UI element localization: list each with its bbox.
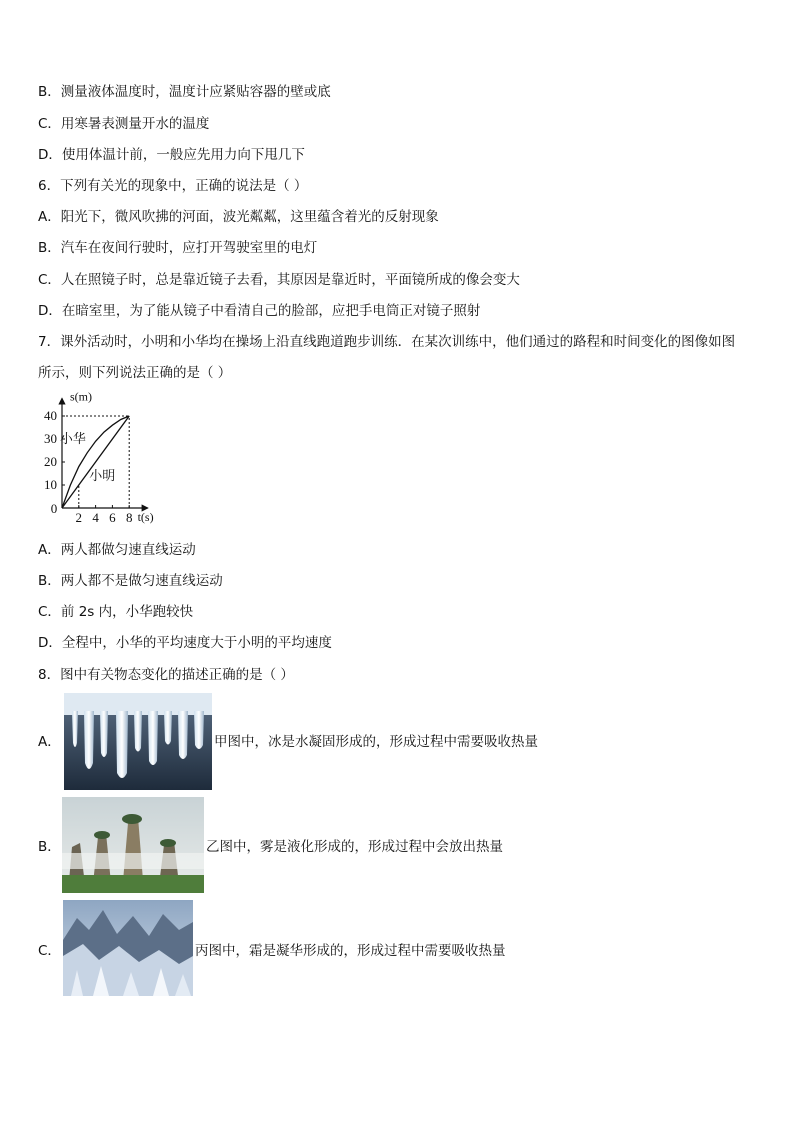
q5-option-c: C．用寒暑表测量开水的温度: [38, 116, 210, 132]
x-tick-label-4: 4: [92, 510, 99, 525]
q7-option-c: C．前 2s 内，小华跑较快: [38, 604, 194, 620]
series-label-xiaohua: 小华: [59, 432, 86, 447]
q6-option-d: D．在暗室里，为了能从镜子中看清自己的脸部，应把手电筒正对镜子照射: [38, 303, 481, 319]
q6-option-b: B．汽车在夜间行驶时，应打开驾驶室里的电灯: [38, 240, 318, 256]
q7-option-b: B．两人都不是做匀速直线运动: [38, 573, 223, 589]
y-tick-label-40: 40: [44, 408, 57, 423]
q6-stem: 6．下列有关光的现象中，正确的说法是（ ）: [38, 178, 308, 194]
misty-peaks-photo: [62, 797, 204, 893]
q8-stem: 8．图中有关物态变化的描述正确的是（ ）: [38, 667, 294, 683]
q7-option-a: A．两人都做匀速直线运动: [38, 542, 196, 558]
q8-option-c-text: 丙图中，霜是凝华形成的，形成过程中需要吸收热量: [195, 943, 506, 959]
y-tick-label-30: 30: [44, 431, 57, 446]
q8-option-a-label: A．: [38, 734, 61, 750]
q7-stem-line2: 所示，则下列说法正确的是（ ）: [38, 365, 232, 381]
x-tick-label-2: 2: [75, 510, 83, 525]
q7-option-d: D．全程中，小华的平均速度大于小明的平均速度: [38, 635, 332, 651]
origin-label: 0: [50, 501, 58, 516]
x-tick-label-8: 8: [125, 510, 133, 525]
series-line-xiaoming: [59, 416, 129, 508]
q8-option-c-label: C．: [38, 943, 61, 959]
q8-option-b-label: B．: [38, 839, 61, 855]
y-tick-label-10: 10: [44, 477, 57, 492]
x-tick-label-6: 6: [109, 510, 116, 525]
q5-option-d: D．使用体温计前，一般应先用力向下甩几下: [38, 147, 305, 163]
frost-mountain-photo: [63, 900, 193, 996]
q6-option-a: A．阳光下，微风吹拂的河面，波光粼粼，这里蕴含着光的反射现象: [38, 209, 439, 225]
q8-option-a-text: 甲图中，冰是水凝固形成的，形成过程中需要吸收热量: [214, 734, 538, 750]
q5-option-b: B．测量液体温度时，温度计应紧贴容器的壁或底: [38, 84, 331, 100]
x-axis-label: t(s): [137, 510, 154, 524]
st-graph: [34, 390, 194, 530]
q7-stem-line1: 7．课外活动时，小明和小华均在操场上沿直线跑道跑步训练．在某次训练中，他们通过的路程和时间变化的图像如图: [38, 334, 736, 350]
q6-option-c: C．人在照镜子时，总是靠近镜子去看，其原因是靠近时，平面镜所成的像会变大: [38, 272, 520, 288]
y-tick-label-20: 20: [44, 454, 57, 469]
series-label-xiaoming: 小明: [89, 468, 116, 484]
y-axis-label: s(m): [70, 390, 92, 404]
icicles-photo: [64, 693, 212, 790]
q8-option-b-text: 乙图中，雾是液化形成的，形成过程中会放出热量: [206, 839, 503, 855]
